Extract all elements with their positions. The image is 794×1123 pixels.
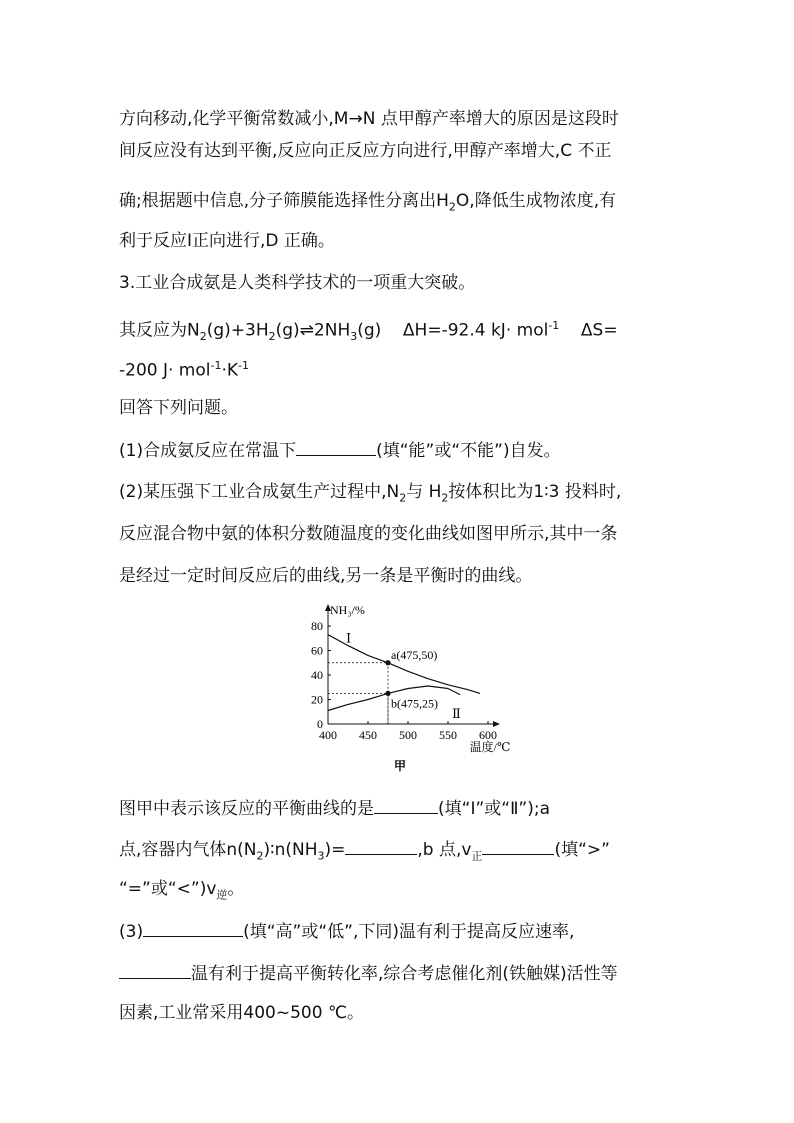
subscript: 3 — [350, 330, 358, 344]
series-label: Ⅰ — [346, 630, 352, 646]
reaction-equation — [119, 315, 618, 348]
answer-blank[interactable] — [482, 838, 554, 855]
answer-blank[interactable] — [143, 920, 243, 937]
x-tick-label: 400 — [319, 728, 337, 742]
question-3-part-2 — [119, 962, 618, 985]
subscript: 2 — [256, 849, 264, 863]
x-tick-label: 550 — [439, 728, 457, 742]
text-seg: “=”或“<”)v — [119, 879, 217, 899]
y-tick-label: 40 — [311, 668, 323, 682]
answer-blank[interactable] — [119, 962, 191, 979]
answer-blank[interactable] — [296, 439, 376, 456]
answer-blank[interactable] — [345, 838, 417, 855]
chart-title: 甲 — [393, 759, 407, 773]
point-label: b(475,25) — [391, 696, 438, 711]
question-2-line-2: 反应混合物中氨的体积分数随温度的变化曲线如图甲所示,其中一条 — [119, 524, 618, 544]
text-seg: ΔS= — [559, 320, 618, 341]
subscript: 2 — [448, 200, 456, 214]
question-2-line-1 — [119, 481, 621, 509]
subscript: 2 — [199, 330, 207, 344]
x-axis-arrow — [493, 721, 500, 727]
subscript: 2 — [268, 330, 276, 344]
data-point — [385, 691, 390, 696]
text-seg: ·K — [221, 360, 239, 381]
text-seg: 。 — [227, 879, 245, 899]
question-2-part-3 — [119, 878, 244, 906]
text-line-3 — [119, 190, 616, 218]
text-seg: O,降低生成物浓度,有 — [455, 191, 617, 211]
subscript: 3 — [317, 849, 325, 863]
text-seg: (g) ΔH=-92.4 kJ· mol — [357, 320, 549, 341]
chart-jia — [306, 600, 516, 775]
data-point — [385, 660, 390, 665]
text-seg: (填“高”或“低”,下同)温有利于提高反应速率, — [243, 922, 575, 942]
question-3-part-3: 因素,工业常采用400~500 ℃。 — [119, 1003, 365, 1023]
text-seg: 与 H — [406, 482, 442, 502]
question-2-line-3: 是经过一定时间反应后的曲线,另一条是平衡时的曲线。 — [119, 566, 533, 586]
subscript: 2 — [399, 491, 407, 505]
text-seg: 温有利于提高平衡转化率,综合考虑催化剂(铁触媒)活性等 — [191, 964, 618, 984]
chart-marks — [328, 631, 480, 724]
subscript: 逆 — [216, 888, 228, 902]
question-3-part-1 — [119, 920, 574, 943]
text-seg: )∶n(NH — [263, 840, 318, 860]
text-seg: (1)合成氨反应在常温下 — [119, 441, 297, 461]
superscript: -1 — [238, 359, 249, 372]
question-1 — [119, 439, 561, 462]
text-line-4: 利于反应Ⅰ正向进行,D 正确。 — [119, 231, 335, 251]
answer-prompt: 回答下列问题。 — [119, 398, 238, 418]
text-line-1: 方向移动,化学平衡常数减小,M→N 点甲醇产率增大的原因是这段时 — [119, 109, 619, 129]
question-3-heading: 3.工业合成氨是人类科学技术的一项重大突破。 — [119, 273, 476, 293]
text-seg: 确;根据题中信息,分子筛膜能选择性分离出H — [119, 191, 449, 211]
text-seg: (g)⇌2NH — [275, 320, 351, 341]
text-seg: 图甲中表示该反应的平衡曲线的是 — [119, 799, 374, 819]
subscript: 2 — [441, 491, 449, 505]
text-seg: ,b 点,v — [417, 840, 472, 860]
text-seg: 点,容器内气体n(N — [119, 840, 257, 860]
answer-blank[interactable] — [374, 797, 438, 814]
entropy-line — [119, 355, 249, 382]
x-tick-label: 600 — [479, 728, 497, 742]
y-axis-label: NH₃/% — [330, 603, 365, 617]
superscript: -1 — [548, 319, 560, 332]
y-tick-label: 0 — [317, 717, 323, 731]
text-seg: )= — [324, 840, 346, 860]
text-seg: (填“能”或“不能”)自发。 — [376, 441, 561, 461]
text-seg: 按体积比为1∶3 投料时, — [448, 482, 622, 502]
x-tick-label: 500 — [399, 728, 417, 742]
y-tick-label: 80 — [311, 619, 323, 633]
point-label: a(475,50) — [391, 647, 438, 662]
subscript: 正 — [471, 849, 483, 863]
text-line-2: 间反应没有达到平衡,反应向正反应方向进行,甲醇产率增大,C 不正 — [119, 141, 612, 161]
text-seg: (3) — [119, 922, 144, 942]
text-seg: -200 J· mol — [119, 360, 211, 381]
text-seg: (填“Ⅰ”或“Ⅱ”);a — [438, 799, 551, 819]
question-2-part-2 — [119, 838, 610, 867]
x-tick-label: 450 — [359, 728, 377, 742]
y-tick-label: 20 — [311, 692, 323, 707]
x-axis-label: 温度/℃ — [469, 740, 511, 754]
series-label: Ⅱ — [452, 705, 461, 721]
text-seg: (2)某压强下工业合成氨生产过程中,N — [119, 482, 400, 502]
superscript: -1 — [210, 359, 222, 372]
text-seg: 其反应为N — [119, 320, 200, 341]
text-seg: (填“>” — [554, 840, 610, 860]
text-seg: (g)+3H — [206, 320, 269, 341]
y-tick-label: 60 — [311, 643, 323, 658]
question-2-part-1 — [119, 797, 550, 820]
